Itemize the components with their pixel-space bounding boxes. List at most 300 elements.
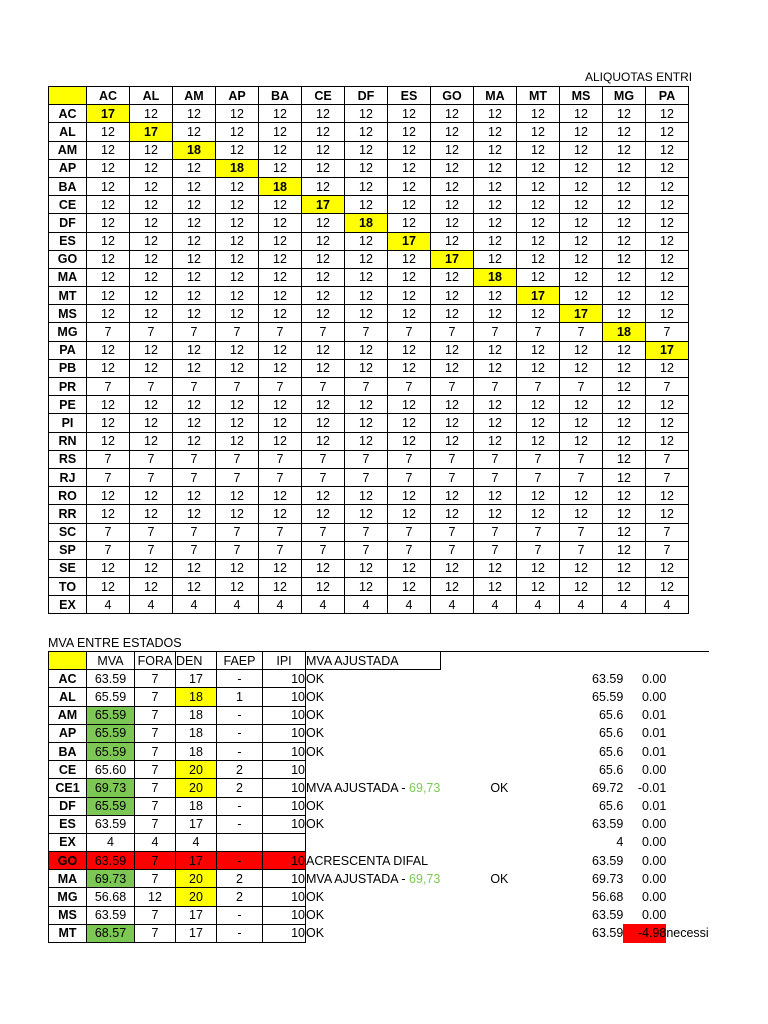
rate-cell: 12: [603, 250, 646, 268]
rate-cell: 12: [560, 232, 603, 250]
column-header: BA: [259, 87, 302, 105]
rate-cell: 4: [603, 596, 646, 614]
row-header: SE: [49, 559, 87, 577]
rate-cell: 12: [603, 523, 646, 541]
fora-cell: 7: [135, 688, 176, 706]
rate-cell: 12: [216, 268, 259, 286]
rate-cell: 12: [517, 487, 560, 505]
rate-cell: 12: [130, 341, 173, 359]
rate-cell: 7: [87, 378, 130, 396]
rate-cell: 7: [560, 468, 603, 486]
rate-cell: 7: [87, 541, 130, 559]
rate-cell: 12: [646, 396, 689, 414]
rate-cell: 12: [216, 432, 259, 450]
rate-cell: 12: [259, 214, 302, 232]
rate-cell: 12: [517, 341, 560, 359]
rate-cell: 12: [474, 432, 517, 450]
rate-cell: 12: [130, 250, 173, 268]
rate-cell: 12: [560, 414, 603, 432]
rate-cell: 12: [345, 559, 388, 577]
rate-cell: 7: [646, 378, 689, 396]
rate-cell: 7: [388, 450, 431, 468]
ok-cell: [440, 852, 565, 870]
rate-cell: 12: [474, 105, 517, 123]
table-row: [49, 761, 709, 779]
rate-cell: 12: [431, 487, 474, 505]
rate-cell: 12: [517, 396, 560, 414]
rate-cell: 12: [474, 159, 517, 177]
note-cell: [306, 870, 441, 888]
rate-cell: 12: [603, 214, 646, 232]
rate-cell: 12: [259, 487, 302, 505]
rate-cell: 12: [173, 505, 216, 523]
row-header: MT: [49, 287, 87, 305]
faep-cell: 2: [217, 888, 263, 906]
rate-cell: 7: [302, 450, 345, 468]
rate-cell: 12: [517, 105, 560, 123]
rate-cell: 12: [87, 214, 130, 232]
rate-cell: 12: [474, 578, 517, 596]
rate-cell: 12: [173, 287, 216, 305]
rate-cell: 12: [302, 505, 345, 523]
table-row: [49, 214, 689, 232]
rate-cell: 7: [646, 523, 689, 541]
row-header: AL: [49, 123, 87, 141]
ok-cell: OK: [490, 780, 509, 795]
rate-cell: 12: [388, 578, 431, 596]
row-header: EX: [49, 833, 87, 851]
value-cell: 63.59: [592, 853, 624, 868]
rate-cell: 12: [603, 505, 646, 523]
rate-cell: 12: [517, 305, 560, 323]
row-header: RR: [49, 505, 87, 523]
rate-cell: 12: [345, 141, 388, 159]
empty-cell: [666, 652, 708, 670]
rate-cell: 12: [603, 359, 646, 377]
rate-cell: 12: [173, 359, 216, 377]
note-cell: [306, 852, 441, 870]
rate-cell: 12: [388, 287, 431, 305]
rate-cell: 12: [431, 578, 474, 596]
rate-cell: 4: [517, 596, 560, 614]
rate-cell: 12: [302, 123, 345, 141]
rate-cell: 12: [431, 214, 474, 232]
ok-cell: [440, 706, 565, 724]
den-cell: 17: [176, 815, 217, 833]
note-cell: [306, 833, 441, 851]
den-cell: 20: [176, 761, 217, 779]
column-header: AP: [216, 87, 259, 105]
rate-cell: 12: [646, 414, 689, 432]
rate-cell: 7: [646, 541, 689, 559]
rate-cell: 7: [431, 523, 474, 541]
rate-cell: 12: [87, 123, 130, 141]
rate-cell: 12: [474, 359, 517, 377]
rate-cell: 12: [130, 305, 173, 323]
rate-cell: 12: [603, 396, 646, 414]
value-cell: 65.6: [598, 726, 624, 741]
rate-cell: 12: [431, 341, 474, 359]
faep-cell: [217, 833, 263, 851]
rate-cell: 12: [216, 232, 259, 250]
table-row: [49, 559, 689, 577]
rate-cell: 7: [431, 378, 474, 396]
note-text: OK: [306, 689, 325, 704]
fora-cell: 7: [135, 815, 176, 833]
row-header: PE: [49, 396, 87, 414]
column-header: DEN: [176, 652, 217, 670]
rate-cell: 12: [560, 287, 603, 305]
row-header: PR: [49, 378, 87, 396]
rate-cell: 12: [87, 305, 130, 323]
rate-cell: 12: [130, 196, 173, 214]
rate-cell: 7: [431, 450, 474, 468]
diff-cell: 0.01: [641, 726, 667, 741]
rate-cell: 12: [216, 105, 259, 123]
row-header: RO: [49, 487, 87, 505]
value-cell: 63.59: [592, 908, 624, 923]
mva-cell: 65.60: [87, 761, 135, 779]
column-header: AM: [173, 87, 216, 105]
rate-cell: 12: [87, 268, 130, 286]
rate-cell: 7: [431, 323, 474, 341]
column-header: MA: [474, 87, 517, 105]
mva-cell: 69.73: [87, 779, 135, 797]
table-row: [49, 541, 689, 559]
rate-cell: 12: [345, 396, 388, 414]
rate-cell: 12: [474, 305, 517, 323]
column-header: CE: [302, 87, 345, 105]
rate-cell: 12: [130, 578, 173, 596]
note-cell: [306, 815, 441, 833]
rate-cell: 12: [603, 378, 646, 396]
table-row: [49, 742, 709, 760]
fora-cell: 7: [135, 852, 176, 870]
rate-cell: 7: [173, 523, 216, 541]
rate-cell: 12: [130, 432, 173, 450]
rate-cell: 12: [130, 141, 173, 159]
rate-cell: 12: [474, 250, 517, 268]
rate-cell: 7: [259, 450, 302, 468]
rate-cell: 7: [259, 468, 302, 486]
rate-cell: 17: [302, 196, 345, 214]
row-header: AM: [49, 706, 87, 724]
note-text: OK: [306, 726, 325, 741]
rate-cell: 12: [646, 578, 689, 596]
empty-cell: [440, 652, 565, 670]
rate-cell: 12: [130, 105, 173, 123]
rate-cell: 12: [646, 359, 689, 377]
rate-cell: 12: [560, 341, 603, 359]
rate-cell: 12: [646, 287, 689, 305]
fora-cell: 7: [135, 797, 176, 815]
rate-cell: 7: [560, 378, 603, 396]
table-row: [49, 250, 689, 268]
rate-cell: 7: [216, 323, 259, 341]
rate-cell: 7: [130, 541, 173, 559]
rate-cell: 12: [173, 123, 216, 141]
den-cell: 18: [176, 742, 217, 760]
ok-cell: [440, 833, 565, 851]
ipi-cell: 10: [263, 906, 306, 924]
table-row: [49, 870, 709, 888]
rate-cell: 7: [173, 541, 216, 559]
rate-cell: 18: [474, 268, 517, 286]
rate-cell: 4: [130, 596, 173, 614]
row-header: RS: [49, 450, 87, 468]
ipi-cell: 10: [263, 706, 306, 724]
rate-cell: 12: [259, 159, 302, 177]
row-header: MA: [49, 268, 87, 286]
table-row: [49, 414, 689, 432]
rate-cell: 12: [345, 578, 388, 596]
rate-cell: 7: [474, 378, 517, 396]
faep-cell: -: [217, 906, 263, 924]
den-cell: 17: [176, 906, 217, 924]
value-cell: 63.59: [592, 817, 624, 832]
rate-cell: 12: [130, 487, 173, 505]
rate-cell: 12: [216, 341, 259, 359]
ok-cell: [440, 761, 565, 779]
row-header: GO: [49, 250, 87, 268]
rate-cell: 7: [345, 450, 388, 468]
table-row: [49, 450, 689, 468]
rate-cell: 12: [431, 559, 474, 577]
ipi-cell: 10: [263, 724, 306, 742]
rate-cell: 12: [173, 250, 216, 268]
rate-cell: 12: [173, 268, 216, 286]
note-cell: [306, 670, 441, 688]
rate-cell: 12: [259, 414, 302, 432]
rate-cell: 17: [560, 305, 603, 323]
ipi-cell: 10: [263, 688, 306, 706]
rate-cell: 12: [173, 341, 216, 359]
rate-cell: 12: [302, 578, 345, 596]
rate-cell: 12: [216, 177, 259, 195]
note-text: OK: [306, 908, 325, 923]
table-row: [49, 596, 689, 614]
rate-cell: 12: [646, 559, 689, 577]
rate-cell: 7: [216, 450, 259, 468]
rate-cell: 7: [517, 541, 560, 559]
table-row: [49, 323, 689, 341]
fora-cell: 7: [135, 724, 176, 742]
table-row: [49, 578, 689, 596]
rate-cell: 12: [87, 141, 130, 159]
row-header: DF: [49, 214, 87, 232]
diff-cell: 0.00: [641, 671, 667, 686]
rate-cell: 12: [259, 359, 302, 377]
table-row: [49, 833, 709, 851]
note-value: 69,73: [409, 871, 441, 886]
rate-cell: 12: [646, 177, 689, 195]
row-header: TO: [49, 578, 87, 596]
extra-cell: necessi: [666, 926, 709, 941]
rate-cell: 7: [302, 323, 345, 341]
rate-cell: 7: [431, 468, 474, 486]
rate-cell: 12: [216, 196, 259, 214]
rate-cell: 12: [302, 159, 345, 177]
rate-cell: 12: [388, 414, 431, 432]
rate-cell: 12: [474, 177, 517, 195]
row-header: CE1: [49, 779, 87, 797]
rate-cell: 7: [388, 323, 431, 341]
rate-cell: 12: [216, 487, 259, 505]
rate-cell: 7: [87, 323, 130, 341]
row-header: BA: [49, 742, 87, 760]
diff-cell: 0.00: [641, 762, 667, 777]
rate-cell: 12: [173, 177, 216, 195]
rate-cell: 12: [560, 578, 603, 596]
rate-cell: 18: [173, 141, 216, 159]
rate-cell: 12: [130, 159, 173, 177]
table-row: [49, 159, 689, 177]
rate-cell: 12: [431, 123, 474, 141]
rate-cell: 7: [517, 378, 560, 396]
note-cell: [306, 779, 441, 797]
mva-cell: 4: [87, 833, 135, 851]
rate-cell: 12: [388, 559, 431, 577]
rate-cell: 12: [345, 505, 388, 523]
row-header: ES: [49, 232, 87, 250]
rate-cell: 7: [216, 468, 259, 486]
table-row: [49, 196, 689, 214]
table-row: [49, 123, 689, 141]
ipi-cell: [263, 833, 306, 851]
rate-cell: 12: [345, 123, 388, 141]
faep-cell: 2: [217, 761, 263, 779]
ok-cell: [440, 797, 565, 815]
rate-cell: 12: [603, 414, 646, 432]
empty-cell: [623, 652, 666, 670]
ok-cell: [440, 742, 565, 760]
rate-cell: 12: [302, 214, 345, 232]
fora-cell: 7: [135, 742, 176, 760]
rate-cell: 12: [173, 414, 216, 432]
row-header: ES: [49, 815, 87, 833]
row-header: MT: [49, 924, 87, 942]
rate-cell: 12: [259, 287, 302, 305]
rate-cell: 12: [302, 487, 345, 505]
den-cell: 20: [176, 888, 217, 906]
rate-cell: 12: [302, 268, 345, 286]
rate-cell: 12: [474, 414, 517, 432]
table-row: [49, 888, 709, 906]
rate-cell: 12: [173, 232, 216, 250]
ok-cell: [440, 924, 565, 942]
row-header: GO: [49, 852, 87, 870]
rate-cell: 7: [560, 450, 603, 468]
table-row: [49, 432, 689, 450]
row-header: MG: [49, 888, 87, 906]
table-row: [49, 724, 709, 742]
rate-cell: 12: [388, 268, 431, 286]
faep-cell: -: [217, 724, 263, 742]
column-header: PA: [646, 87, 689, 105]
rate-cell: 7: [302, 378, 345, 396]
row-header: PI: [49, 414, 87, 432]
note-text: ACRESCENTA DIFAL: [306, 853, 429, 868]
note-text: OK: [306, 817, 325, 832]
rate-cell: 7: [216, 541, 259, 559]
rate-cell: 12: [560, 396, 603, 414]
rate-cell: 12: [603, 305, 646, 323]
rate-cell: 12: [259, 559, 302, 577]
table-row: [49, 779, 709, 797]
rate-cell: 12: [216, 287, 259, 305]
rate-cell: 12: [646, 214, 689, 232]
rate-cell: 12: [646, 505, 689, 523]
rate-cell: 12: [216, 396, 259, 414]
rate-cell: 12: [517, 432, 560, 450]
rate-cell: 12: [603, 541, 646, 559]
rate-cell: 12: [431, 505, 474, 523]
den-cell: 17: [176, 670, 217, 688]
row-header: RJ: [49, 468, 87, 486]
rate-cell: 12: [431, 268, 474, 286]
table-row: [49, 670, 709, 688]
rate-cell: 7: [474, 468, 517, 486]
rate-cell: 18: [345, 214, 388, 232]
rate-cell: 12: [560, 487, 603, 505]
rate-cell: 12: [87, 159, 130, 177]
table-row: [49, 906, 709, 924]
rate-cell: 12: [87, 487, 130, 505]
den-cell: 17: [176, 924, 217, 942]
rate-cell: 12: [431, 177, 474, 195]
rate-cell: 12: [259, 396, 302, 414]
rate-cell: 12: [646, 159, 689, 177]
value-cell: 65.6: [598, 799, 624, 814]
den-cell: 18: [176, 706, 217, 724]
rate-cell: 4: [259, 596, 302, 614]
ok-cell: [440, 670, 565, 688]
note-text: OK: [306, 890, 325, 905]
rate-cell: 7: [474, 323, 517, 341]
ok-cell: [440, 815, 565, 833]
value-cell: 56.68: [592, 890, 624, 905]
note-text: OK: [306, 744, 325, 759]
den-cell: 18: [176, 797, 217, 815]
note-text: MVA AJUSTADA -: [306, 780, 410, 795]
row-header: AP: [49, 159, 87, 177]
rate-cell: 12: [560, 268, 603, 286]
ipi-cell: 10: [263, 815, 306, 833]
rate-cell: 12: [216, 414, 259, 432]
rate-cell: 12: [302, 177, 345, 195]
rate-cell: 12: [130, 559, 173, 577]
extra-cell: [666, 706, 708, 724]
rate-cell: 7: [345, 468, 388, 486]
note-value: 69,73: [409, 780, 441, 795]
rate-cell: 12: [302, 141, 345, 159]
rate-cell: 12: [173, 305, 216, 323]
rate-cell: 7: [474, 450, 517, 468]
rate-cell: 12: [517, 123, 560, 141]
table-row: [49, 815, 709, 833]
rate-cell: 18: [259, 177, 302, 195]
table-row: [49, 852, 709, 870]
table-row: [49, 141, 689, 159]
extra-cell: [666, 815, 708, 833]
rate-cell: 12: [646, 196, 689, 214]
rate-cell: 12: [216, 359, 259, 377]
rate-cell: 7: [474, 523, 517, 541]
row-header: PB: [49, 359, 87, 377]
rate-cell: 12: [345, 196, 388, 214]
rate-cell: 12: [603, 487, 646, 505]
column-header: ES: [388, 87, 431, 105]
